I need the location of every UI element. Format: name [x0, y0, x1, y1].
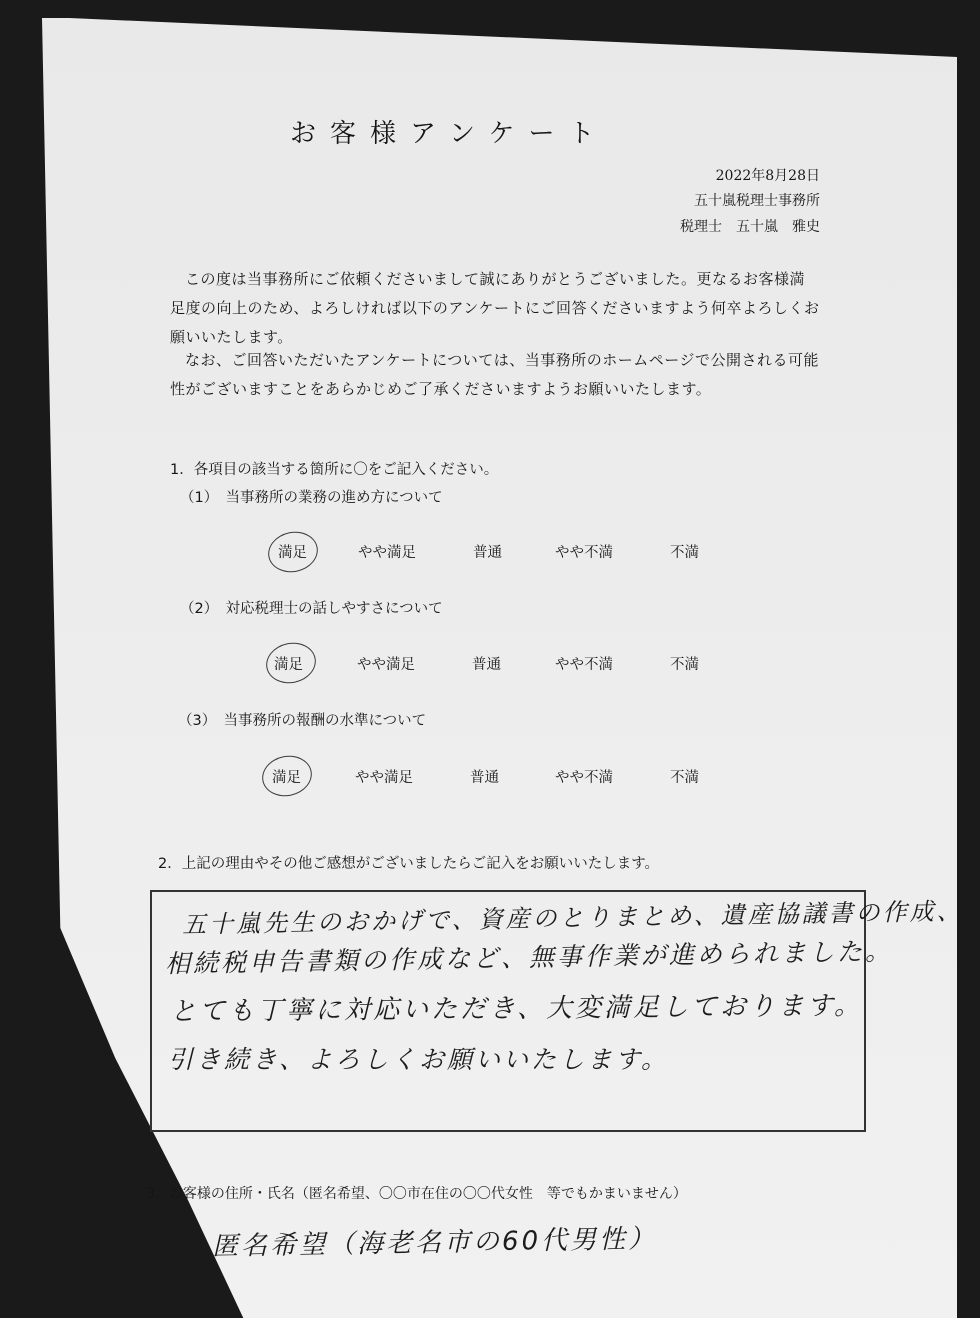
office-name: 五十嵐税理士事務所	[694, 193, 820, 209]
option-somewhat-dissatisfied[interactable]: やや不満	[555, 770, 613, 786]
handwritten-comment-line: とても丁寧に対応いただき、大変満足しております。	[169, 990, 864, 1028]
intro-paragraph-2: なお、ご回答いただいたアンケートについては、当事務所のホームページで公開される可能性がございますことをあらかじめご了承くださいますようお願いいたします。	[170, 351, 820, 398]
option-neutral[interactable]: 普通	[472, 657, 501, 673]
handwritten-comment-line: 引き続き、よろしくお願いいたします。	[168, 1045, 670, 1074]
q1-item-label: （3） 当事務所の報酬の水準について	[178, 713, 427, 729]
survey-date: 2022年8月28日	[715, 168, 820, 184]
signatory-name: 税理士 五十嵐 雅史	[680, 219, 820, 235]
option-dissatisfied[interactable]: 不満	[670, 770, 699, 786]
option-dissatisfied[interactable]: 不満	[670, 545, 699, 561]
option-somewhat-satisfied[interactable]: やや満足	[358, 545, 416, 561]
page-title: お客様アンケート	[290, 119, 609, 149]
handwritten-comment-line: 相続税申告書類の作成など、無事作業が進められました。	[164, 936, 894, 979]
q2-heading: 2．上記の理由やその他ご感想がございましたらご記入をお願いいたします。	[158, 856, 660, 872]
option-dissatisfied[interactable]: 不満	[670, 657, 699, 673]
intro-paragraph-1: この度は当事務所にご依頼くださいまして誠にありがとうございました。更なるお客様満足度の向上のため、よろしければ以下のアンケートにご回答くださいますよう何卒よろしくお願いいたします。	[170, 270, 820, 346]
q3-heading: 3．お客様の住所・氏名（匿名希望、〇〇市在住の〇〇代女性 等でもかまいません）	[146, 1186, 687, 1202]
option-neutral[interactable]: 普通	[473, 545, 502, 561]
option-satisfied[interactable]: 満足	[274, 657, 303, 673]
q1-item-label: （2） 対応税理士の話しやすさについて	[180, 601, 443, 617]
option-somewhat-dissatisfied[interactable]: やや不満	[555, 657, 613, 673]
option-somewhat-dissatisfied[interactable]: やや不満	[555, 545, 613, 561]
q1-item-label: （1） 当事務所の業務の進め方について	[180, 490, 443, 506]
option-satisfied[interactable]: 満足	[272, 770, 301, 786]
option-somewhat-satisfied[interactable]: やや満足	[355, 770, 413, 786]
option-neutral[interactable]: 普通	[470, 770, 499, 786]
handwritten-name-answer: 匿名希望（海老名市の60代男性）	[211, 1224, 658, 1262]
q1-heading: 1．各項目の該当する箇所に〇をご記入ください。	[170, 462, 499, 478]
option-satisfied[interactable]: 満足	[278, 545, 307, 561]
option-somewhat-satisfied[interactable]: やや満足	[357, 657, 415, 673]
handwritten-comment-line: 五十嵐先生のおかげで、資産のとりまとめ、遺産協議書の作成、	[181, 897, 964, 939]
